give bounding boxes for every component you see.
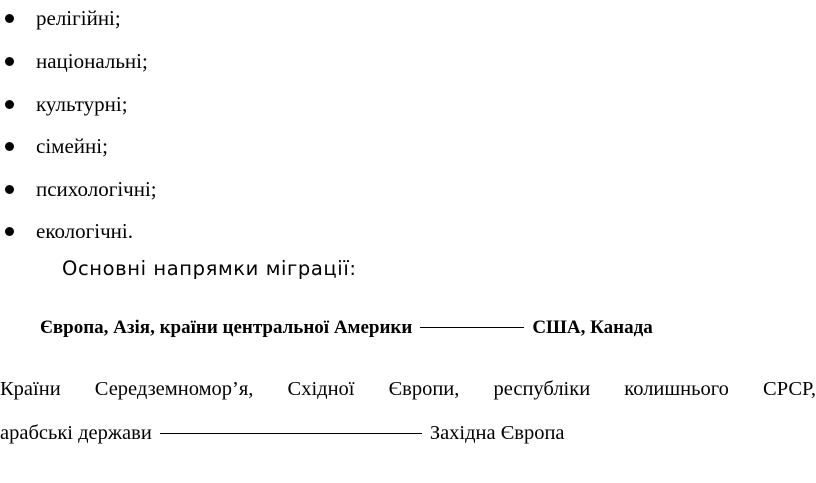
route-origin: Європа, Азія, країни центральної Америки [40, 317, 413, 338]
list-item-text: національні; [36, 49, 148, 73]
list-item-text: екологічні. [36, 219, 133, 243]
bullet-icon [5, 100, 14, 109]
route-destination: США, Канада [532, 317, 653, 338]
route-origin: арабські держави [0, 422, 152, 444]
bullet-icon [5, 142, 14, 151]
bullet-icon [5, 227, 14, 236]
route-origin-word: Європи, [388, 378, 460, 400]
route-origin-word: Середземномор’я, [94, 378, 254, 400]
route-arrow-line [420, 327, 524, 329]
list-item-text: релігійні; [36, 6, 121, 30]
route-arrow-line [160, 433, 422, 435]
migration-route-1 [40, 313, 653, 343]
route-origin-word: Східної [287, 378, 355, 400]
migration-directions-heading: Основні напрямки міграції: [62, 257, 357, 280]
list-item-text: сімейні; [36, 134, 108, 158]
route-origin-word: колишнього [624, 378, 729, 400]
route-origin-word: республіки [493, 378, 591, 400]
migration-route-2 [0, 418, 565, 448]
bullet-icon [5, 185, 14, 194]
route-origin-word: СРСР, [763, 378, 816, 400]
route-destination: Західна Європа [429, 422, 565, 444]
route-origin-word: Країни [0, 378, 61, 400]
migration-route-2-origin-line [0, 374, 816, 404]
list-item-text: культурні; [36, 92, 128, 116]
bullet-icon [5, 57, 14, 66]
list-item-text: психологічні; [36, 177, 157, 201]
bullet-icon [5, 14, 14, 23]
